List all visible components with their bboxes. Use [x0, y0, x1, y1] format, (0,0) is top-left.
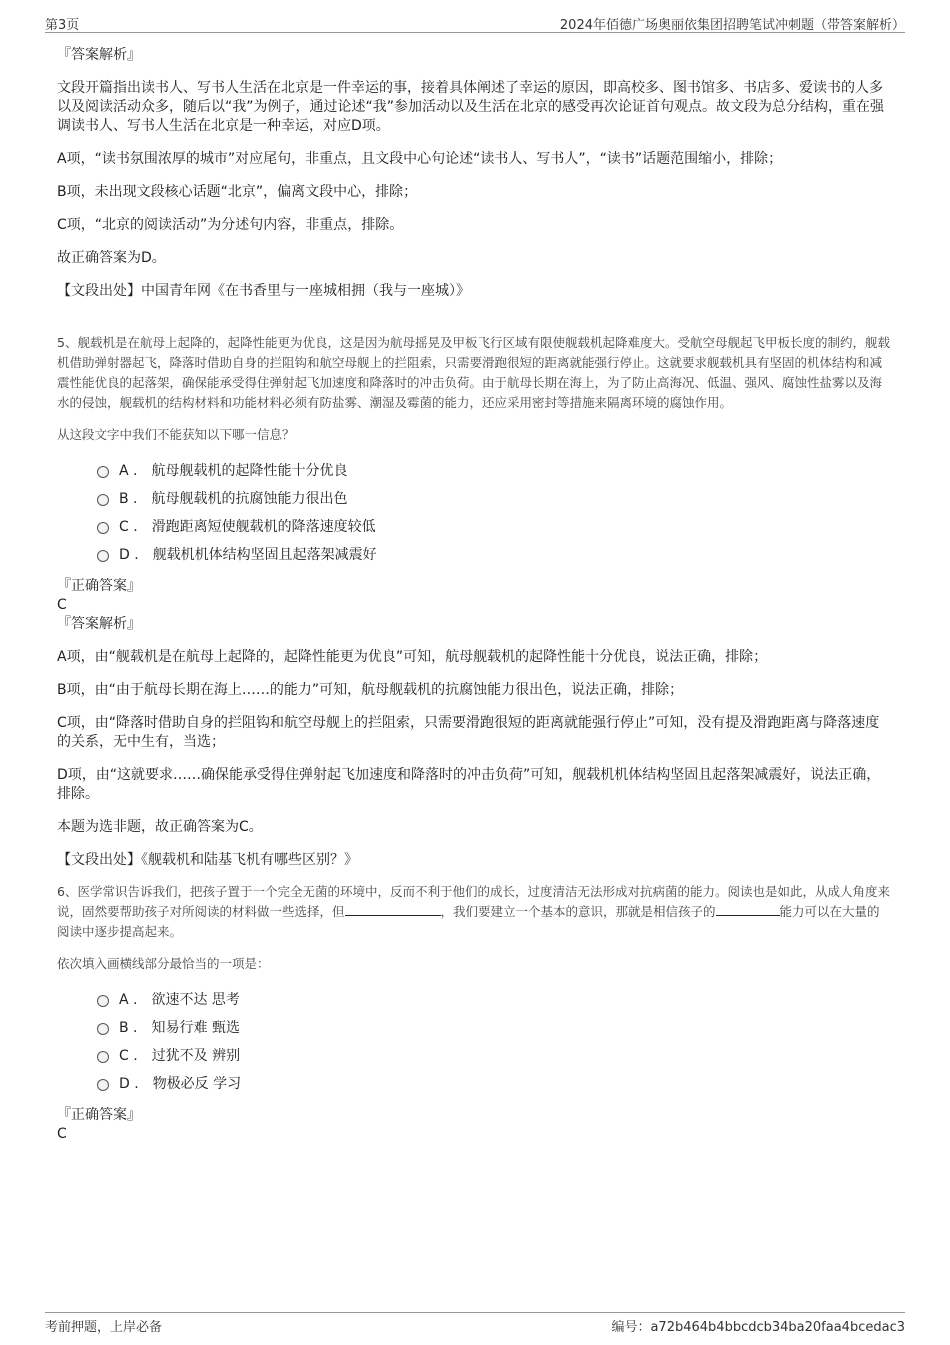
radio-icon[interactable] [97, 1051, 109, 1063]
q5-analysis-d: D项，由“这就要求……确保能承受得住弹射起飞加速度和降落时的冲击负荷”可知，舰载机机体结构坚固且起落架减震好，说法正确，排除。 [57, 767, 881, 802]
analysis-label: 『答案解析』 [57, 47, 141, 63]
radio-icon[interactable] [97, 522, 109, 534]
q5-conclusion: 本题为选非题，故正确答案为C。 [57, 819, 263, 835]
footer-slogan: 考前押题，上岸必备 [45, 1320, 163, 1335]
q5-stem: 5、舰载机是在航母上起降的，起降性能更为优良，这是因为航母摇晃及甲板飞行区域有限使舰载机起降难度大。受航空母舰起飞甲板长度的制约，舰载机借助弹射器起飞，降落时借助自身的拦阻钩和航空母舰上的拦阻索，只需要滑跑很短的距离就能强行停止。这就要求舰载机具有坚固的机体结构和减震性能优良的起落架，确保能承受得住弹射起飞加速度和降落时的冲击负荷。由于航母长期在海上，为了防止高海况、低温、强风、腐蚀性盐雾以及海水的侵蚀，舰载机的结构材料和功能材料必须有防盐雾、潮湿及霉菌的能力，还应采用密封等措施来隔离环境的腐蚀作用。 [57, 335, 890, 410]
document-id: 编号：a72b464b4bbcdcb34ba20faa4bcedac3 [611, 1320, 905, 1335]
analysis-text: 文段开篇指出读书人、写书人生活在北京是一件幸运的事，接着具体阐述了幸运的原因，即高校多、图书馆多、书店多、爱读书的人多以及阅读活动众多，随后以“我”为例子，通过论述“我”参加活动以及生活在北京的感受再次论证首句观点。故文段为总分结构，重在强调读书人、写书人生活在北京是一种幸运，对应D项。 [57, 80, 885, 134]
q6-option-a[interactable]: A . 欲速不达 思考 [97, 986, 890, 1014]
q5-option-b[interactable]: B . 航母舰载机的抗腐蚀能力很出色 [97, 485, 890, 513]
q5-answer: C [57, 597, 67, 613]
q5-question: 从这段文字中我们不能获知以下哪一信息？ [57, 427, 295, 442]
q5-source: 【文段出处】《舰载机和陆基飞机有哪些区别？》 [57, 852, 358, 868]
q6-stem: 6、医学常识告诉我们，把孩子置于一个完全无菌的环境中，反而不利于他们的成长，过度清洁无法形成对抗病菌的能力。阅读也是如此，从成人角度来说，固然要帮助孩子对所阅读的材料做一些选择，但 ，我们要建立一个基本的意识，那就是相信孩子的 能力可以在大量的阅读中逐步提高起来。 [57, 884, 890, 939]
q5-analysis-c: C项，由“降落时借助自身的拦阻钩和航空母舰上的拦阻索，只需要滑跑很短的距离就能强行停止”可知，没有提及滑跑距离与降落速度的关系，无中生有，当选； [57, 715, 880, 750]
q6-blank-1 [345, 903, 441, 916]
q5-option-d[interactable]: D . 舰载机机体结构坚固且起落架减震好 [97, 541, 890, 569]
q6-answer-label: 『正确答案』 [57, 1107, 141, 1123]
q5-analysis-label: 『答案解析』 [57, 616, 141, 632]
q5-analysis-a: A项，由“舰载机是在航母上起降的，起降性能更为优良”可知，航母舰载机的起降性能十分优良，说法正确，排除； [57, 649, 768, 665]
document-title: 2024年佰德广场奥丽依集团招聘笔试冲刺题（带答案解析） [559, 18, 905, 33]
q6-answer: C [57, 1126, 67, 1142]
q5-option-c[interactable]: C . 滑跑距离短使舰载机的降落速度较低 [97, 513, 890, 541]
analysis-option-a: A项，“读书氛围浓厚的城市”对应尾句，非重点，且文段中心句论述“读书人、写书人”，“读书”话题范围缩小，排除； [57, 151, 783, 167]
q6-option-d[interactable]: D . 物极必反 学习 [97, 1070, 890, 1098]
q6-blank-2 [716, 903, 780, 916]
radio-icon[interactable] [97, 494, 109, 506]
q6-option-b[interactable]: B . 知易行难 甄选 [97, 1014, 890, 1042]
q6-options [97, 986, 890, 1098]
q5-option-a[interactable]: A . 航母舰载机的起降性能十分优良 [97, 457, 890, 485]
analysis-option-b: B项，未出现文段核心话题“北京”，偏离文段中心，排除； [57, 184, 418, 200]
radio-icon[interactable] [97, 1023, 109, 1035]
radio-icon[interactable] [97, 995, 109, 1007]
q5-analysis-b: B项，由“由于航母长期在海上……的能力”可知，航母舰载机的抗腐蚀能力很出色，说法正确，排除； [57, 682, 684, 698]
radio-icon[interactable] [97, 550, 109, 562]
page-footer [45, 1312, 905, 1335]
document-body [57, 46, 890, 1144]
q5-options [97, 457, 890, 569]
analysis-conclusion: 故正确答案为D。 [57, 250, 166, 266]
page-number: 第3页 [45, 18, 80, 33]
page-header [45, 12, 905, 33]
passage-source: 【文段出处】中国青年网《在书香里与一座城相拥（我与一座城）》 [57, 283, 470, 299]
radio-icon[interactable] [97, 1079, 109, 1091]
radio-icon[interactable] [97, 466, 109, 478]
q6-question: 依次填入画横线部分最恰当的一项是： [57, 956, 270, 971]
q6-option-c[interactable]: C . 过犹不及 辨别 [97, 1042, 890, 1070]
q5-answer-label: 『正确答案』 [57, 578, 141, 594]
analysis-option-c: C项，“北京的阅读活动”为分述句内容，非重点，排除。 [57, 217, 404, 233]
